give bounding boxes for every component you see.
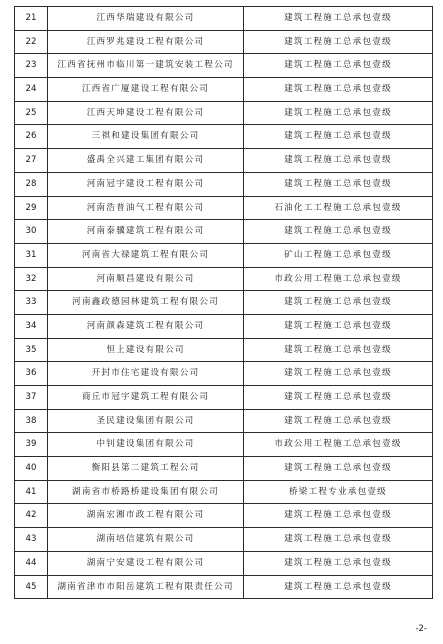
table-row <box>15 7 433 31</box>
company-name: 湖南培信建筑有限公司 <box>48 528 244 552</box>
page-number: -2- <box>415 624 427 634</box>
company-name: 河南泰骥建筑工程有限公司 <box>48 220 244 244</box>
qualification: 建筑工程施工总承包壹级 <box>244 291 433 315</box>
company-name: 湖南省市桥路桥建设集团有限公司 <box>48 480 244 504</box>
table-row <box>15 125 433 149</box>
company-name: 恒上建设有限公司 <box>48 338 244 362</box>
company-name: 河南省大禄建筑工程有限公司 <box>48 243 244 267</box>
qualification: 建筑工程施工总承包壹级 <box>244 314 433 338</box>
qualification-list-sheet <box>14 6 432 599</box>
qualification: 市政公用工程施工总承包壹级 <box>244 433 433 457</box>
company-name: 江西省广厦建设工程有限公司 <box>48 78 244 102</box>
company-name: 开封市住宅建设有限公司 <box>48 362 244 386</box>
company-name: 衡阳县第二建筑工程公司 <box>48 457 244 481</box>
qualification: 建筑工程施工总承包壹级 <box>244 457 433 481</box>
table-row <box>15 172 433 196</box>
table-row <box>15 149 433 173</box>
company-name: 三祺和建设集团有限公司 <box>48 125 244 149</box>
table-row <box>15 54 433 78</box>
company-name: 河南冠宇建设工程有限公司 <box>48 172 244 196</box>
qualification: 建筑工程施工总承包壹级 <box>244 78 433 102</box>
table-row <box>15 409 433 433</box>
row-number: 23 <box>15 54 48 78</box>
qualification: 建筑工程施工总承包壹级 <box>244 54 433 78</box>
row-number: 44 <box>15 551 48 575</box>
company-name: 江西省抚州市临川第一建筑安装工程公司 <box>48 54 244 78</box>
row-number: 22 <box>15 30 48 54</box>
row-number: 35 <box>15 338 48 362</box>
company-name: 湖南省津市市阳岳建筑工程有限责任公司 <box>48 575 244 599</box>
table-row <box>15 528 433 552</box>
row-number: 26 <box>15 125 48 149</box>
table-row <box>15 291 433 315</box>
table-row <box>15 386 433 410</box>
qualification: 建筑工程施工总承包壹级 <box>244 7 433 31</box>
row-number: 31 <box>15 243 48 267</box>
qualification: 建筑工程施工总承包壹级 <box>244 125 433 149</box>
qualification: 建筑工程施工总承包壹级 <box>244 30 433 54</box>
company-name: 湖南宏湘市政工程有限公司 <box>48 504 244 528</box>
row-number: 42 <box>15 504 48 528</box>
row-number: 25 <box>15 101 48 125</box>
qualification: 建筑工程施工总承包壹级 <box>244 172 433 196</box>
table-row <box>15 575 433 599</box>
table-row <box>15 504 433 528</box>
table-row <box>15 267 433 291</box>
table-row <box>15 433 433 457</box>
table-row <box>15 338 433 362</box>
row-number: 28 <box>15 172 48 196</box>
qualification: 石油化工工程施工总承包壹级 <box>244 196 433 220</box>
company-qualification-table <box>14 6 433 599</box>
row-number: 30 <box>15 220 48 244</box>
qualification: 建筑工程施工总承包壹级 <box>244 149 433 173</box>
row-number: 24 <box>15 78 48 102</box>
company-name: 商丘市冠宇建筑工程有限公司 <box>48 386 244 410</box>
row-number: 40 <box>15 457 48 481</box>
qualification: 建筑工程施工总承包壹级 <box>244 409 433 433</box>
table-row <box>15 220 433 244</box>
table-row <box>15 314 433 338</box>
row-number: 27 <box>15 149 48 173</box>
qualification: 桥梁工程专业承包壹级 <box>244 480 433 504</box>
table-row <box>15 480 433 504</box>
table-row <box>15 457 433 481</box>
company-name: 江西罗兆建设工程有限公司 <box>48 30 244 54</box>
row-number: 29 <box>15 196 48 220</box>
company-name: 江西天坤建设工程有限公司 <box>48 101 244 125</box>
row-number: 21 <box>15 7 48 31</box>
row-number: 43 <box>15 528 48 552</box>
row-number: 36 <box>15 362 48 386</box>
table-row <box>15 196 433 220</box>
qualification: 建筑工程施工总承包壹级 <box>244 220 433 244</box>
qualification: 建筑工程施工总承包壹级 <box>244 101 433 125</box>
qualification: 建筑工程施工总承包壹级 <box>244 528 433 552</box>
row-number: 32 <box>15 267 48 291</box>
company-name: 河南顺昌建设有限公司 <box>48 267 244 291</box>
qualification: 矿山工程施工总承包壹级 <box>244 243 433 267</box>
row-number: 45 <box>15 575 48 599</box>
company-name: 江西华瑞建设有限公司 <box>48 7 244 31</box>
table-row <box>15 243 433 267</box>
row-number: 33 <box>15 291 48 315</box>
row-number: 34 <box>15 314 48 338</box>
table-body <box>15 7 433 599</box>
qualification: 建筑工程施工总承包壹级 <box>244 386 433 410</box>
row-number: 37 <box>15 386 48 410</box>
table-row <box>15 362 433 386</box>
company-name: 河南鑫政德园林建筑工程有限公司 <box>48 291 244 315</box>
company-name: 中钊建设集团有限公司 <box>48 433 244 457</box>
table-row <box>15 30 433 54</box>
company-name: 河南浩普油气工程有限公司 <box>48 196 244 220</box>
qualification: 市政公用工程施工总承包壹级 <box>244 267 433 291</box>
company-name: 湖南宁安建设工程有限公司 <box>48 551 244 575</box>
qualification: 建筑工程施工总承包壹级 <box>244 551 433 575</box>
qualification: 建筑工程施工总承包壹级 <box>244 575 433 599</box>
row-number: 41 <box>15 480 48 504</box>
table-row <box>15 78 433 102</box>
row-number: 39 <box>15 433 48 457</box>
row-number: 38 <box>15 409 48 433</box>
qualification: 建筑工程施工总承包壹级 <box>244 504 433 528</box>
company-name: 圣民建设集团有限公司 <box>48 409 244 433</box>
qualification: 建筑工程施工总承包壹级 <box>244 362 433 386</box>
company-name: 盛禹全兴建工集团有限公司 <box>48 149 244 173</box>
table-row <box>15 101 433 125</box>
company-name: 河南颜森建筑工程有限公司 <box>48 314 244 338</box>
table-row <box>15 551 433 575</box>
qualification: 建筑工程施工总承包壹级 <box>244 338 433 362</box>
